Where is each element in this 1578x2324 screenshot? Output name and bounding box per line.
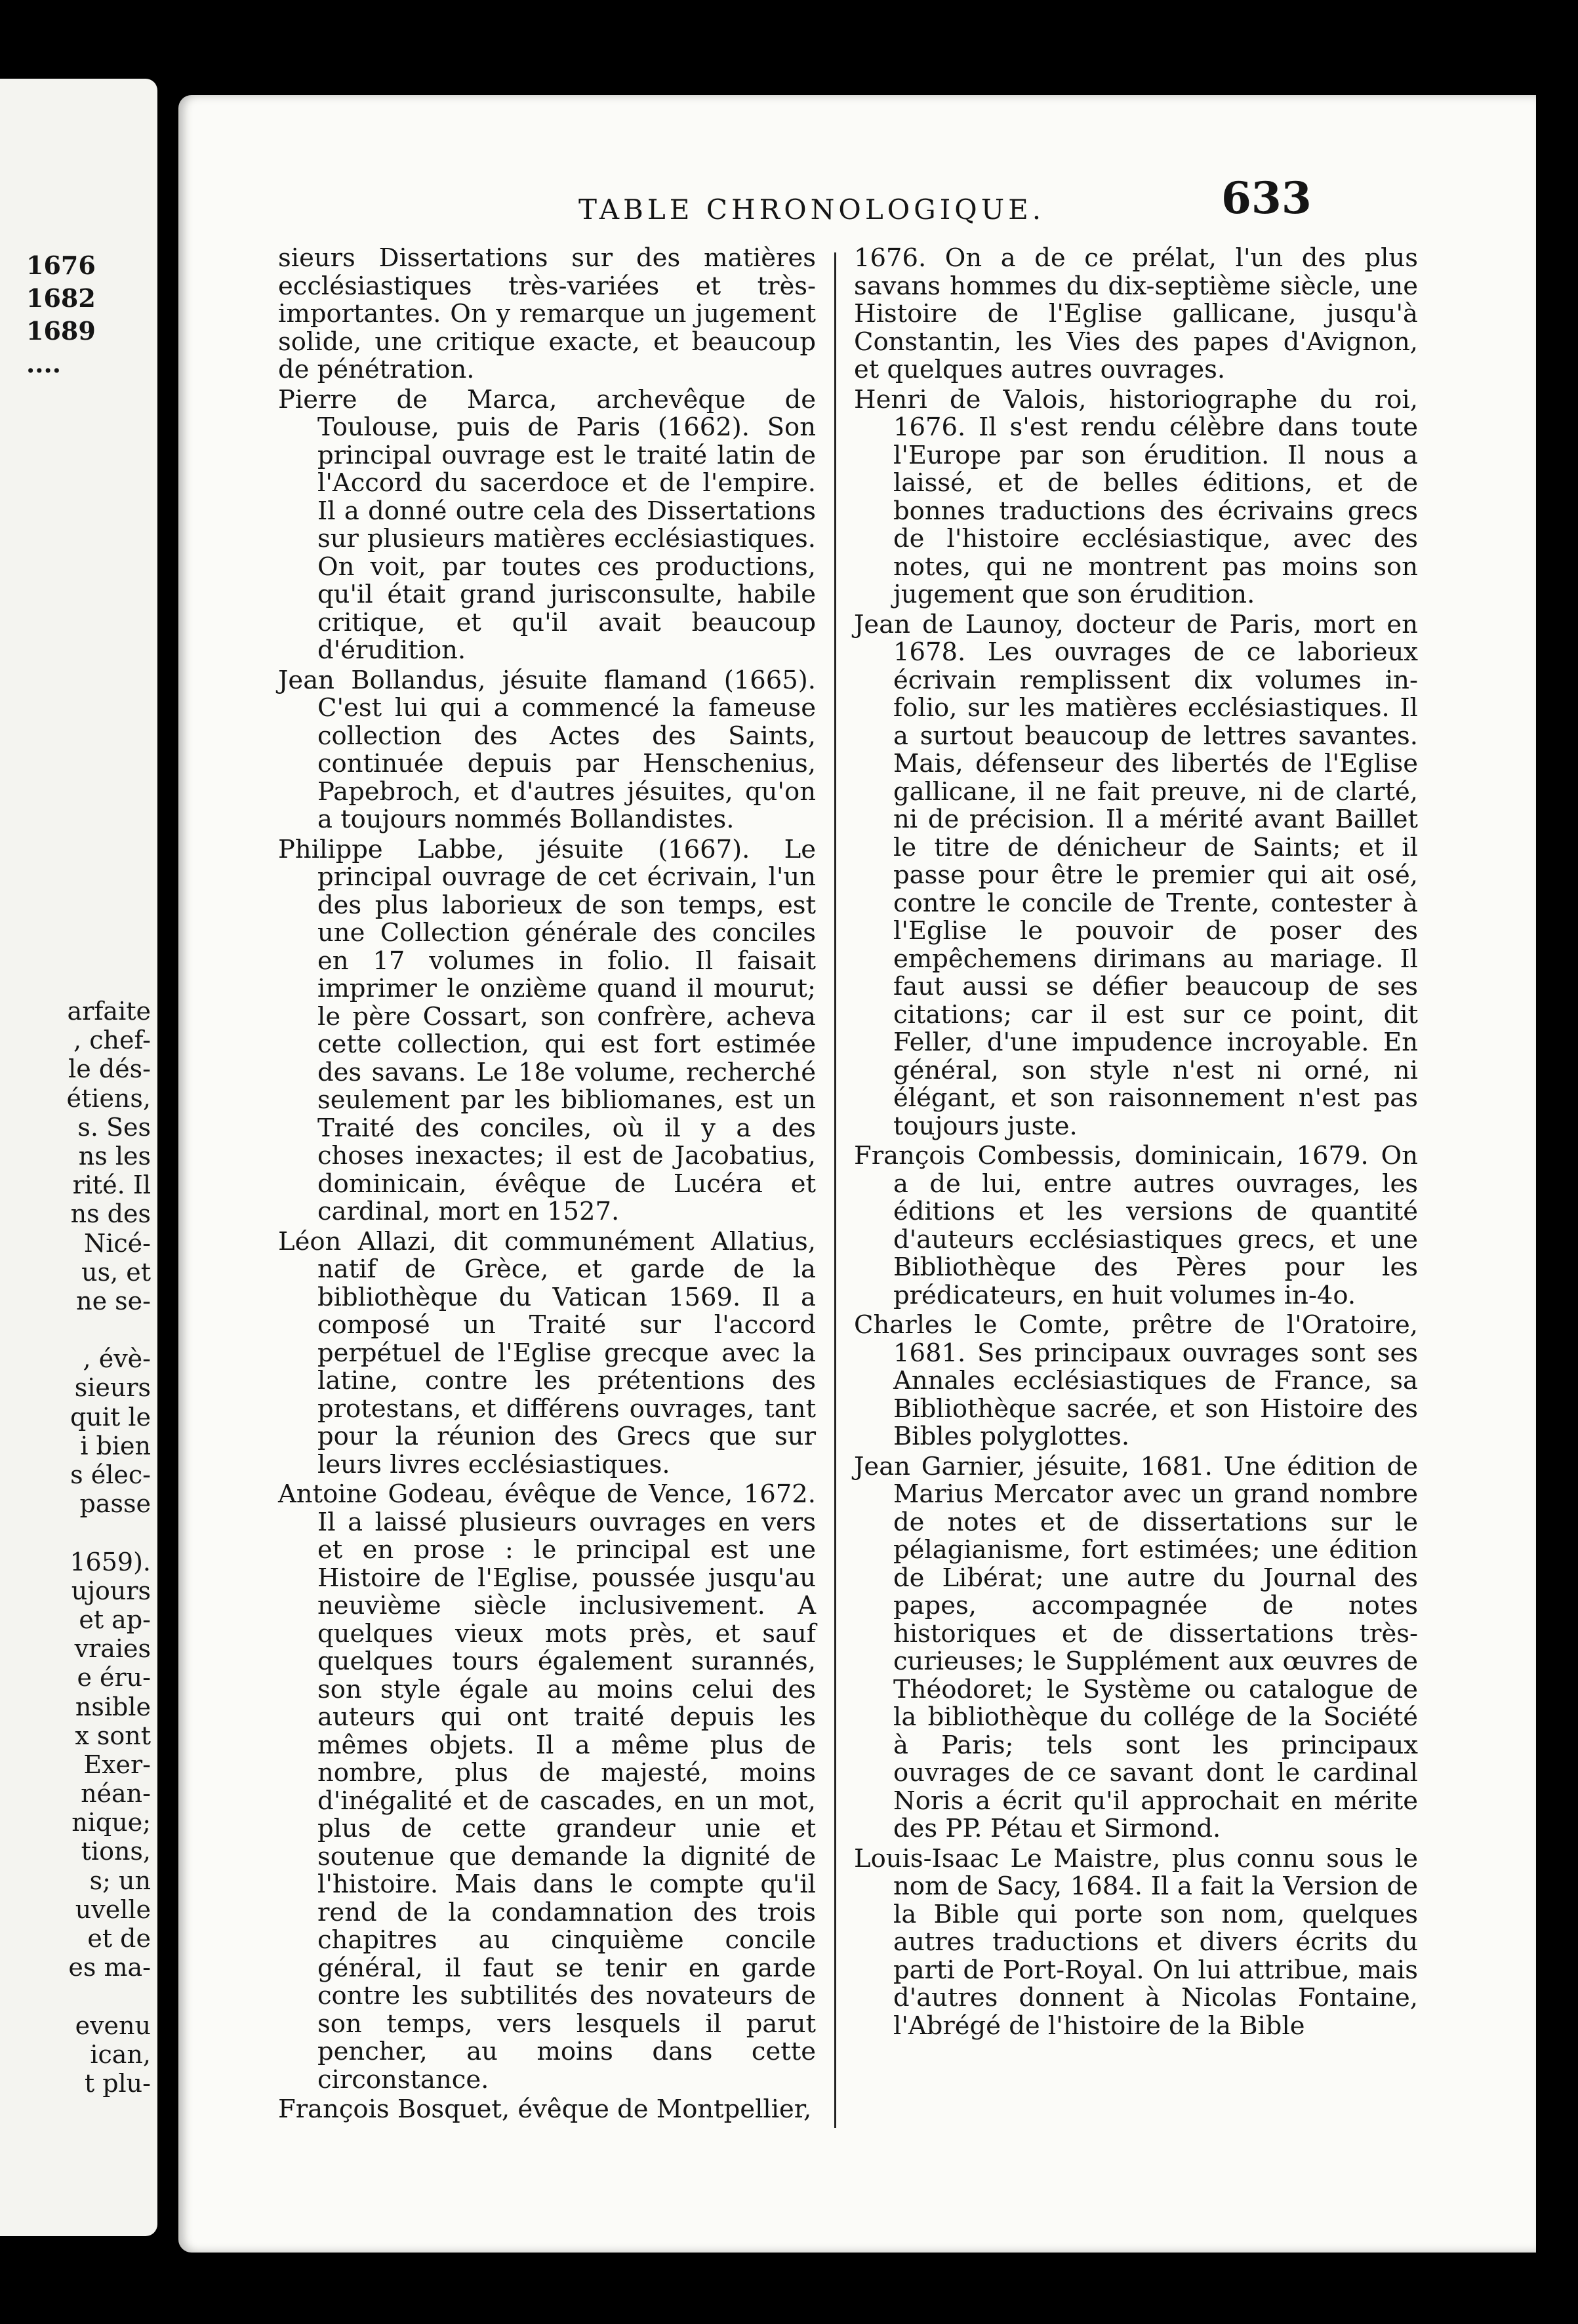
chronology-entry: [854, 1312, 1418, 1451]
author-name: Léon Allazi: [278, 1226, 429, 1256]
previous-page-fragment: [0, 79, 157, 2236]
author-name: Jean de Launoy: [854, 609, 1056, 639]
page-number: 633: [1221, 172, 1312, 224]
text-fragment: et de: [87, 1924, 151, 1953]
text-fragment: tions,: [81, 1837, 151, 1866]
text-fragment: nique;: [71, 1808, 151, 1837]
chronology-entry: [854, 245, 1418, 384]
text-fragment: es ma-: [68, 1953, 151, 1982]
entry-body: [854, 1142, 1418, 1310]
text-fragment: t plu-: [84, 2068, 151, 2098]
entry-text: , évêque de Montpellier,: [501, 2094, 812, 2124]
text-fragment: néan-: [81, 1779, 151, 1809]
text-fragment: quit le: [70, 1402, 151, 1432]
text-fragment: i bien: [80, 1431, 151, 1460]
entry-body: [854, 386, 1418, 609]
entry-body: [278, 245, 816, 384]
text-fragment: , chef-: [73, 1026, 151, 1055]
text-fragment: 1659).: [70, 1547, 151, 1576]
chronology-entry: [854, 1845, 1418, 2041]
author-name: Jean Garnier: [854, 1451, 1017, 1481]
text-fragment: , évè-: [83, 1344, 151, 1374]
entry-body: [278, 1228, 816, 1479]
text-fragment: ujours: [71, 1576, 151, 1605]
chronology-entry: [278, 2096, 816, 2124]
text-fragment: ne se-: [76, 1286, 151, 1315]
entry-text: , prêtre de l'Oratoire, 1681. Ses principaux ouvrages sont ses Annales ecclésiastiques de France, sa Bibliothèque sacrée, et son Histoire des Bibles polyglottes.: [893, 1310, 1418, 1451]
text-fragment: evenu: [75, 2011, 151, 2040]
chronology-entry: [854, 611, 1418, 1141]
year-label: ....: [26, 349, 61, 378]
entry-text: , jésuite, 1681. Une édition de Marius Mercator avec un grand nombre de notes et de dissertations sur le pélagianisme, fort estimées; une édition de Libérat; une autre du Journal des papes, accompagnée de notes historiques et de dissertations très-curieuses; le Supplément aux œuvres de Théodoret; le Système ou catalogue de la bibliothèque du collége de la Société à Paris; tels sont les principaux ouvrages de ce savant dont le cardinal Noris a écrit qu'il approchait en mérite des PP. Pétau et Sirmond.: [893, 1451, 1418, 1843]
text-fragment: passe: [79, 1489, 151, 1519]
entry-text: , historiographe du roi, 1676. Il s'est rendu célèbre dans toute l'Europe par son érudition. Il nous a laissé, et de belles éditions, et de bonnes traductions des écrivains grecs de l'histoire ecclésiastique, avec des notes, qui ne montrent pas moins son jugement que son érudition.: [893, 384, 1418, 609]
text-fragment: Exer-: [83, 1750, 151, 1779]
chronology-entry: [854, 1453, 1418, 1843]
text-fragment: [0, 1982, 151, 2011]
entry-text: , plus connu sous le nom de Sacy, 1684. Il a fait la Version de la Bible qui porte son nom, quelques autres traductions et divers écrits du parti de Port-Royal. On lui attribue, mais d'autres donnent à Nicolas Fontaine, l'Abrégé de l'histoire de la Bible: [893, 1843, 1418, 2041]
entry-body: [278, 1481, 816, 2094]
entry-text: sieurs Dissertations sur des matières ecclésiastiques très-variées et très-importantes. On y remarque un jugement solide, une critique exacte, et beaucoup de pénétration.: [278, 243, 816, 384]
text-fragment: et ap-: [79, 1605, 151, 1634]
text-fragment: uvelle: [75, 1894, 151, 1924]
entry-body: [278, 2096, 816, 2124]
text-fragment: ns les: [78, 1141, 151, 1171]
author-name: Antoine Godeau: [278, 1479, 486, 1509]
chronology-entry: [278, 245, 816, 384]
year-label: 1682: [26, 283, 96, 313]
author-name: Henri de Valois: [854, 384, 1079, 414]
text-fragment: s. Ses: [77, 1112, 151, 1142]
entry-body: [278, 667, 816, 834]
book-page: [178, 95, 1536, 2253]
author-name: Philippe Labbe: [278, 834, 496, 864]
author-name: Louis-Isaac Le Maistre: [854, 1843, 1153, 1873]
previous-page-years: [26, 249, 96, 380]
author-name: Charles le Comte: [854, 1310, 1103, 1340]
text-fragment: nsible: [75, 1692, 151, 1721]
entry-text: , dominicain, 1679. On a de lui, entre autres ouvrages, les éditions et les versions de quantité d'auteurs ecclésiastiques grecs, et une Bibliothèque des Pères pour les prédicateurs, en huit volumes in-4o.: [893, 1141, 1419, 1310]
text-fragment: us, et: [81, 1257, 151, 1287]
text-fragment: e éru-: [77, 1663, 151, 1693]
chronology-entry: [278, 386, 816, 665]
entry-body: [854, 1845, 1418, 2041]
entry-body: [854, 611, 1418, 1141]
chronology-entry: [278, 1228, 816, 1479]
column-divider: [834, 252, 836, 2128]
author-name: Jean Bollandus: [278, 665, 478, 695]
text-fragment: étiens,: [66, 1083, 151, 1113]
entry-text: , docteur de Paris, mort en 1678. Les ouvrages de ce laborieux écrivain remplissent dix volumes in-folio, sur les matières ecclésiastiques. Il a surtout beaucoup de lettres savantes. Mais, défenseur des libertés de l'Eglise gallicane, il ne fait preuve, ni de clarté, ni de précision. Il a mérité avant Baillet le titre de dénicheur de Saints; et il passe pour être le premier qui ait osé, contre le concile de Trente, contester à l'Eglise le pouvoir de poser des empêchemens dirimans au mariage. Il faut aussi se défier beaucoup de ses citations; car il est sur ce point, dit Feller, d'une impudence incroyable. En général, son style n'est ni orné, ni élégant, et son raisonnement n'est pas toujours juste.: [893, 609, 1418, 1141]
entry-text: , dit communément Allatius, natif de Grèce, et garde de la bibliothèque du Vatican 1569. Il a composé un Traité sur l'accord perpétuel de l'Eglise grecque avec la latine, contre les prétentions des protestans, et différens ouvrages, tant pour la réunion des Grecs que sur leurs livres ecclésiastiques.: [317, 1226, 817, 1479]
text-fragment: sieurs: [74, 1373, 151, 1403]
left-column: [278, 245, 816, 2126]
running-head: TABLE CHRONOLOGIQUE.: [578, 193, 1045, 226]
entry-text: , évêque de Vence, 1672. Il a laissé plusieurs ouvrages en vers et en prose : le principal est une Histoire de l'Eglise, poussée jusqu'au neuvième siècle inclusivement. A quelques vieux mots près, et sauf quelques tours également surannés, son style égale au moins celui des auteurs qui ont traité depuis les mêmes objets. Il a même plus de nombre, plus de majesté, moins d'inégalité et de cascades, en un mot, plus de cette grandeur unie et soutenue que demande la dignité de l'histoire. Mais dans le compte qu'il rend de la condamnation des trois chapitres au cinquième concile général, il faut se tenir en garde contre les subtilités des novateurs de son temps, vers lesquels il parut pencher, au moins dans cette circonstance.: [317, 1479, 816, 2094]
entry-body: [278, 836, 816, 1226]
text-fragment: rité. Il: [72, 1171, 151, 1200]
text-fragment: [0, 1518, 151, 1547]
chronology-entry: [278, 1481, 816, 2094]
text-fragment: arfaite: [67, 997, 151, 1026]
text-fragment: vraies: [74, 1634, 151, 1664]
entry-body: [854, 245, 1418, 384]
text-fragment: s élec-: [70, 1460, 151, 1489]
entry-text: 1676. On a de ce prélat, l'un des plus savans hommes du dix-septième siècle, une Histoire de l'Eglise gallicane, jusqu'à Constantin, les Vies des papes d'Avignon, et quelques autres ouvrages.: [854, 243, 1418, 384]
entry-body: [854, 1312, 1418, 1451]
author-name: Pierre de Marca: [278, 384, 550, 414]
text-fragment: le dés-: [68, 1054, 151, 1084]
text-fragment: [0, 1315, 151, 1344]
right-column: [854, 245, 1418, 2042]
author-name: François Combessis: [854, 1141, 1114, 1171]
year-label: 1676: [26, 250, 96, 280]
year-label: 1689: [26, 316, 96, 346]
text-fragment: ican,: [90, 2039, 151, 2069]
text-fragment: ns des: [70, 1199, 151, 1229]
chronology-entry: [854, 386, 1418, 609]
author-name: François Bosquet: [278, 2094, 502, 2124]
chronology-entry: [278, 836, 816, 1226]
text-fragment: x sont: [75, 1721, 151, 1750]
text-fragment: s; un: [89, 1866, 151, 1895]
entry-body: [278, 386, 816, 665]
text-fragment: Nicé-: [83, 1228, 151, 1258]
previous-page-text: [0, 997, 151, 2098]
entry-text: , archevêque de Toulouse, puis de Paris (1662). Son principal ouvrage est le traité latin de l'Accord du sacerdoce et de l'empire. Il a donné outre cela des Dissertations sur plusieurs matières ecclésiastiques. On voit, par toutes ces productions, qu'il était grand jurisconsulte, habile critique, et qu'il avait beaucoup d'érudition.: [317, 384, 817, 665]
chronology-entry: [854, 1142, 1418, 1310]
entry-text: , jésuite (1667). Le principal ouvrage de cet écrivain, l'un des plus laborieux de son temps, est une Collection générale des conciles en 17 volumes in folio. Il faisait imprimer le onzième quand il mourut; le père Cossart, son confrère, acheva cette collection, qui est fort estimée des savans. Le 18e volume, recherché seulement par les bibliomanes, est un Traité des conciles, où il y a des choses inexactes; il est de Jacobatius, dominicain, évêque de Lucéra et cardinal, mort en 1527.: [317, 834, 816, 1226]
entry-text: , jésuite flamand (1665). C'est lui qui a commencé la fameuse collection des Actes des Saints, continuée depuis par Henschenius, Papebroch, et d'autres jésuites, qu'on a toujours nommés Bollandistes.: [317, 665, 816, 834]
chronology-entry: [278, 667, 816, 834]
entry-body: [854, 1453, 1418, 1843]
